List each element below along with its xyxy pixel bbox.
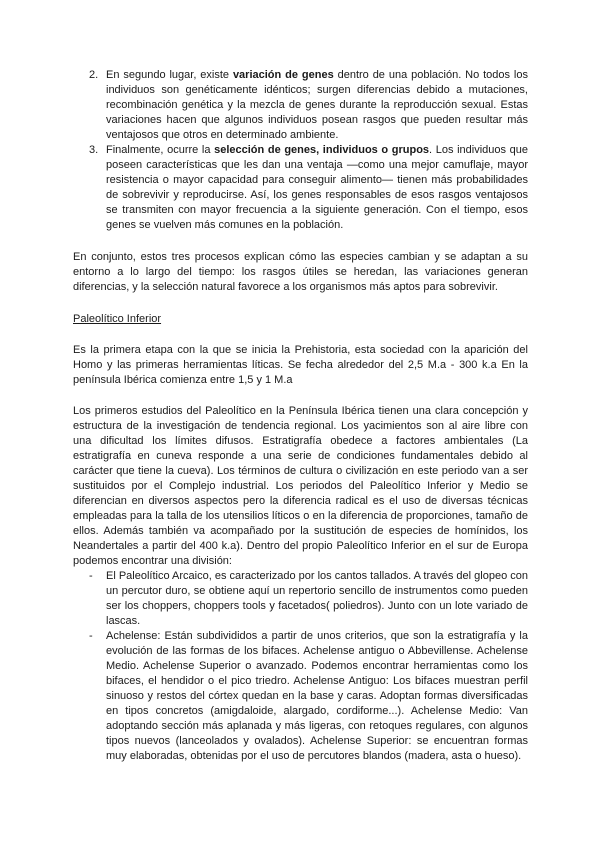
numbered-list xyxy=(73,68,528,233)
intro-paragraph: Es la primera etapa con la que se inicia la Prehistoria, esta sociedad con la aparición del Homo y las primeras herramientas líticas. Se fecha alrededor del 2,5 M.a - 300 k.a En la península Ibérica comienza entre 1,5 y 1 M.a xyxy=(73,344,528,386)
list-item xyxy=(89,569,528,629)
dash-mark: - xyxy=(89,570,93,582)
list-item xyxy=(89,68,528,143)
list-number: 2. xyxy=(89,69,99,81)
dash-list xyxy=(73,569,528,764)
list-text-pre: En segundo lugar, existe xyxy=(106,69,233,81)
list-text-bold: variación de genes xyxy=(232,69,334,81)
list-item xyxy=(89,143,528,233)
list-number: 3. xyxy=(89,144,99,156)
list-text-pre: Finalmente, ocurre la xyxy=(106,144,215,156)
list-text-post: dentro de una población. No todos los individuos son genéticamente idénticos; surgen diferencias debido a mutaciones, recombinación genética y la mezcla de genes durante la reproducción sexual. Estas variaciones hacen que algunos individuos posean rasgos que pueden resultar más ventajosos que otros en determinado ambiente. xyxy=(106,69,528,141)
list-text-bold: selección de genes, individuos o grupos xyxy=(214,144,430,156)
section-heading: Paleolítico Inferior xyxy=(73,313,162,325)
list-text-post: . Los individuos que poseen características que les dan una ventaja —como una mejor camuflaje, mayor resistencia o mayor capacidad para conseguir alimento— tienen más probabilidades de sobrevivir y reproducirse. Así, los genes responsables de esos rasgos ventajosos se transmiten con mayor frecuencia a la siguiente generación. Con el tiempo, esos genes se vuelven más comunes en la población. xyxy=(106,144,528,231)
list-text: Achelense: Están subdivididos a partir de unos criterios, que son la estratigrafía y la evolución de las formas de los bifaces. Achelense antiguo o Abbevillense. Achelense Medio. Achelense Superior o avanzado. Podemos encontrar herramientas como los bifaces, el hendidor o el pico triedro. Achelense Antiguo: Los bifaces muestran perfil sinuoso y restos del córtex quedan en la base y caras. Adoptan formas diversificadas en tipos concretos (amigdaloide, alargado, cordiforme...). Achelense Medio: Van adoptando sección más aplanada y más ligeras, con retoques regulares, con algunos tipos nuevos (lanceolados y ovalados). Achelense Superior: se encuentran formas muy elaboradas, obtenidas por el uso de percutores blandos (madera, asta o hueso). xyxy=(106,630,528,762)
summary-paragraph: En conjunto, estos tres procesos explican cómo las especies cambian y se adaptan a su entorno a lo largo del tiempo: los rasgos útiles se heredan, las variaciones generan diferencias, y la selección natural favorece a los organismos más aptos para sobrevivir. xyxy=(73,251,528,293)
studies-paragraph: Los primeros estudios del Paleolítico en la Península Ibérica tienen una clara concepción y estructura de la investigación de tendencia regional. Los yacimientos son al aire libre con una dificultad los límites difusos. Estratigrafía obedece a factores ambientales (La estratigrafía en cuneva responde a una serie de condiciones fundamentales debido al carácter que tiene la cueva). Los términos de cultura o civilización en este periodo van a ser sustituidos por el Complejo industrial. Los periodos del Paleolítico Inferior y Medio se diferencian en diversos aspectos pero la diferencia radical es el uso de diversas técnicas empleadas para la talla de los utensilios líticos o en la diferencia de proporciones, tamaño de ellos. Además también va acompañado por la sustitución de especies de homínidos, los Neandertales a partir del 400 k.a). Dentro del propio Paleolítico Inferior en el sur de Europa podemos encontrar una división: xyxy=(73,405,528,567)
list-text: El Paleolítico Arcaico, es caracterizado por los cantos tallados. A través del glopeo con un percutor duro, se obtiene aquí un repertorio sencillo de instrumentos como pueden ser los choppers, choppers tools y facetados( poliedros). Junto con un lote variado de lascas. xyxy=(106,570,528,627)
dash-mark: - xyxy=(89,630,93,642)
list-item xyxy=(89,629,528,764)
